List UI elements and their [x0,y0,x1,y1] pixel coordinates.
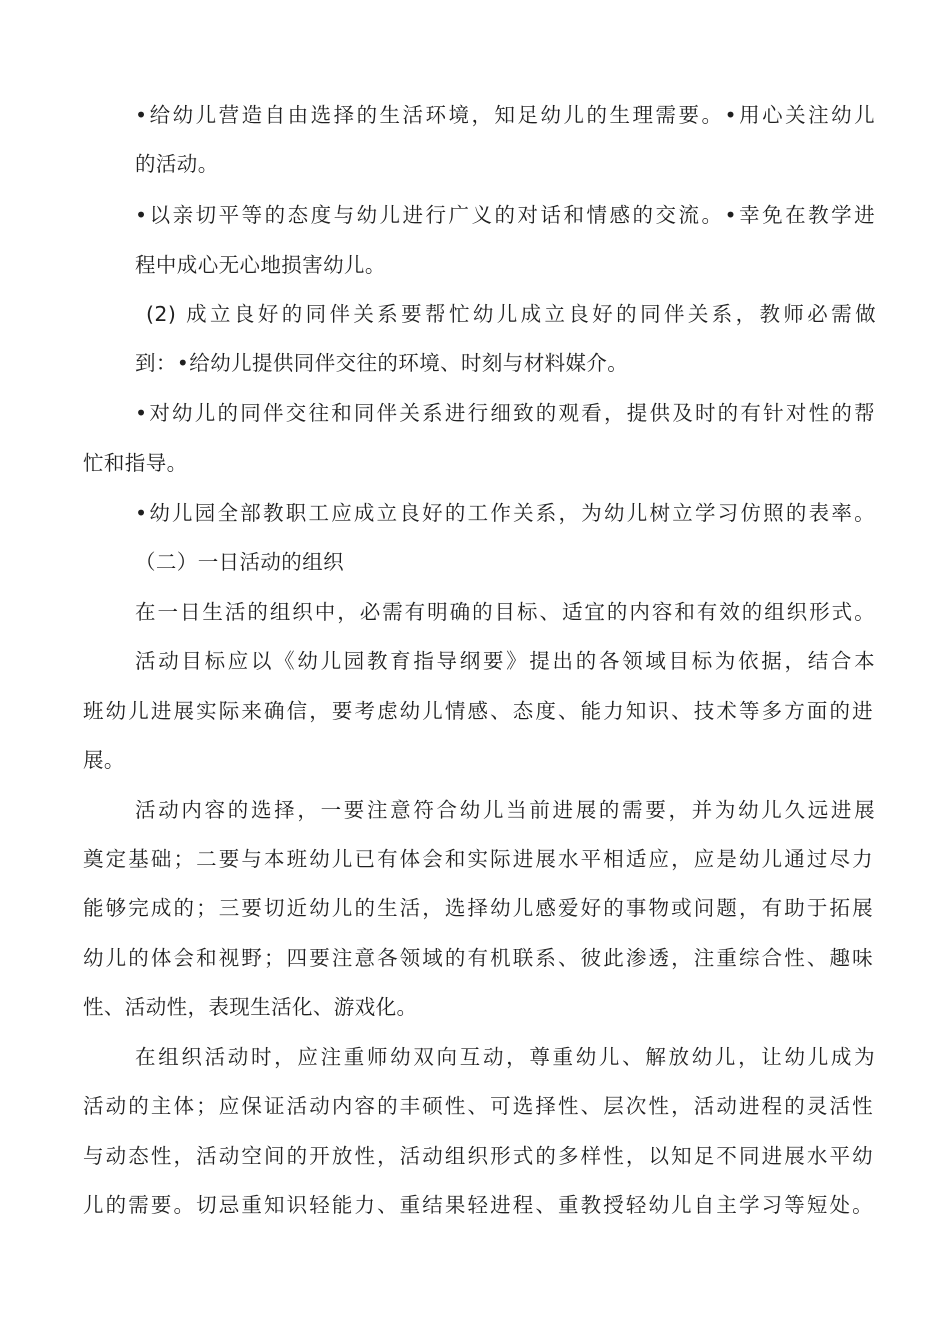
text-line: 在一日生活的组织中，必需有明确的目标、适宜的内容和有效的组织形式。 [135,600,875,624]
text-line: 展。 [83,748,125,772]
text-line: •对幼儿的同伴交往和同伴关系进行细致的观看，提供及时的有针对性的帮 [135,401,875,425]
text-line: 幼儿的体会和视野；四要注意各领域的有机联系、彼此渗透，注重综合性、趣味 [83,946,873,970]
text-line: 到：•给幼儿提供同伴交往的环境、时刻与材料媒介。 [135,351,629,375]
text-line: 儿的需要。切忌重知识轻能力、重结果轻进程、重教授轻幼儿自主学习等短处。 [83,1193,873,1217]
text-line: 奠定基础；二要与本班幼儿已有体会和实际进展水平相适应，应是幼儿通过尽力 [83,847,873,871]
text-line: 性、活动性，表现生活化、游戏化。 [83,995,418,1019]
text-line: 能够完成的；三要切近幼儿的生活，选择幼儿感爱好的事物或问题，有助于拓展 [83,896,873,920]
text-line: 活动目标应以《幼儿园教育指导纲要》提出的各领域目标为依据，结合本 [135,649,875,673]
text-line: 与动态性，活动空间的开放性，活动组织形式的多样性，以知足不同进展水平幼 [83,1144,873,1168]
text-line: 活动的主体；应保证活动内容的丰硕性、可选择性、层次性，活动进程的灵活性 [83,1094,873,1118]
text-line: 程中成心无心地损害幼儿。 [135,253,386,277]
text-line: 忙和指导。 [83,451,188,475]
text-line: 活动内容的选择，一要注意符合幼儿当前进展的需要，并为幼儿久远进展 [135,798,875,822]
text-line: 在组织活动时，应注重师幼双向互动，尊重幼儿、解放幼儿，让幼儿成为 [135,1045,875,1069]
text-line: 的活动。 [135,152,219,176]
section-heading: （二）一日活动的组织 [135,550,344,574]
text-line: •以亲切平等的态度与幼儿进行广义的对话和情感的交流。•幸免在教学进 [135,203,875,227]
text-line: (2) 成立良好的同伴关系要帮忙幼儿成立良好的同伴关系，教师必需做 [146,302,876,326]
text-line: •给幼儿营造自由选择的生活环境，知足幼儿的生理需要。•用心关注幼儿 [135,103,875,127]
text-line: 班幼儿进展实际来确信，要考虑幼儿情感、态度、能力知识、技术等多方面的进 [83,699,873,723]
text-line: •幼儿园全部教职工应成立良好的工作关系，为幼儿树立学习仿照的表率。 [135,501,875,525]
